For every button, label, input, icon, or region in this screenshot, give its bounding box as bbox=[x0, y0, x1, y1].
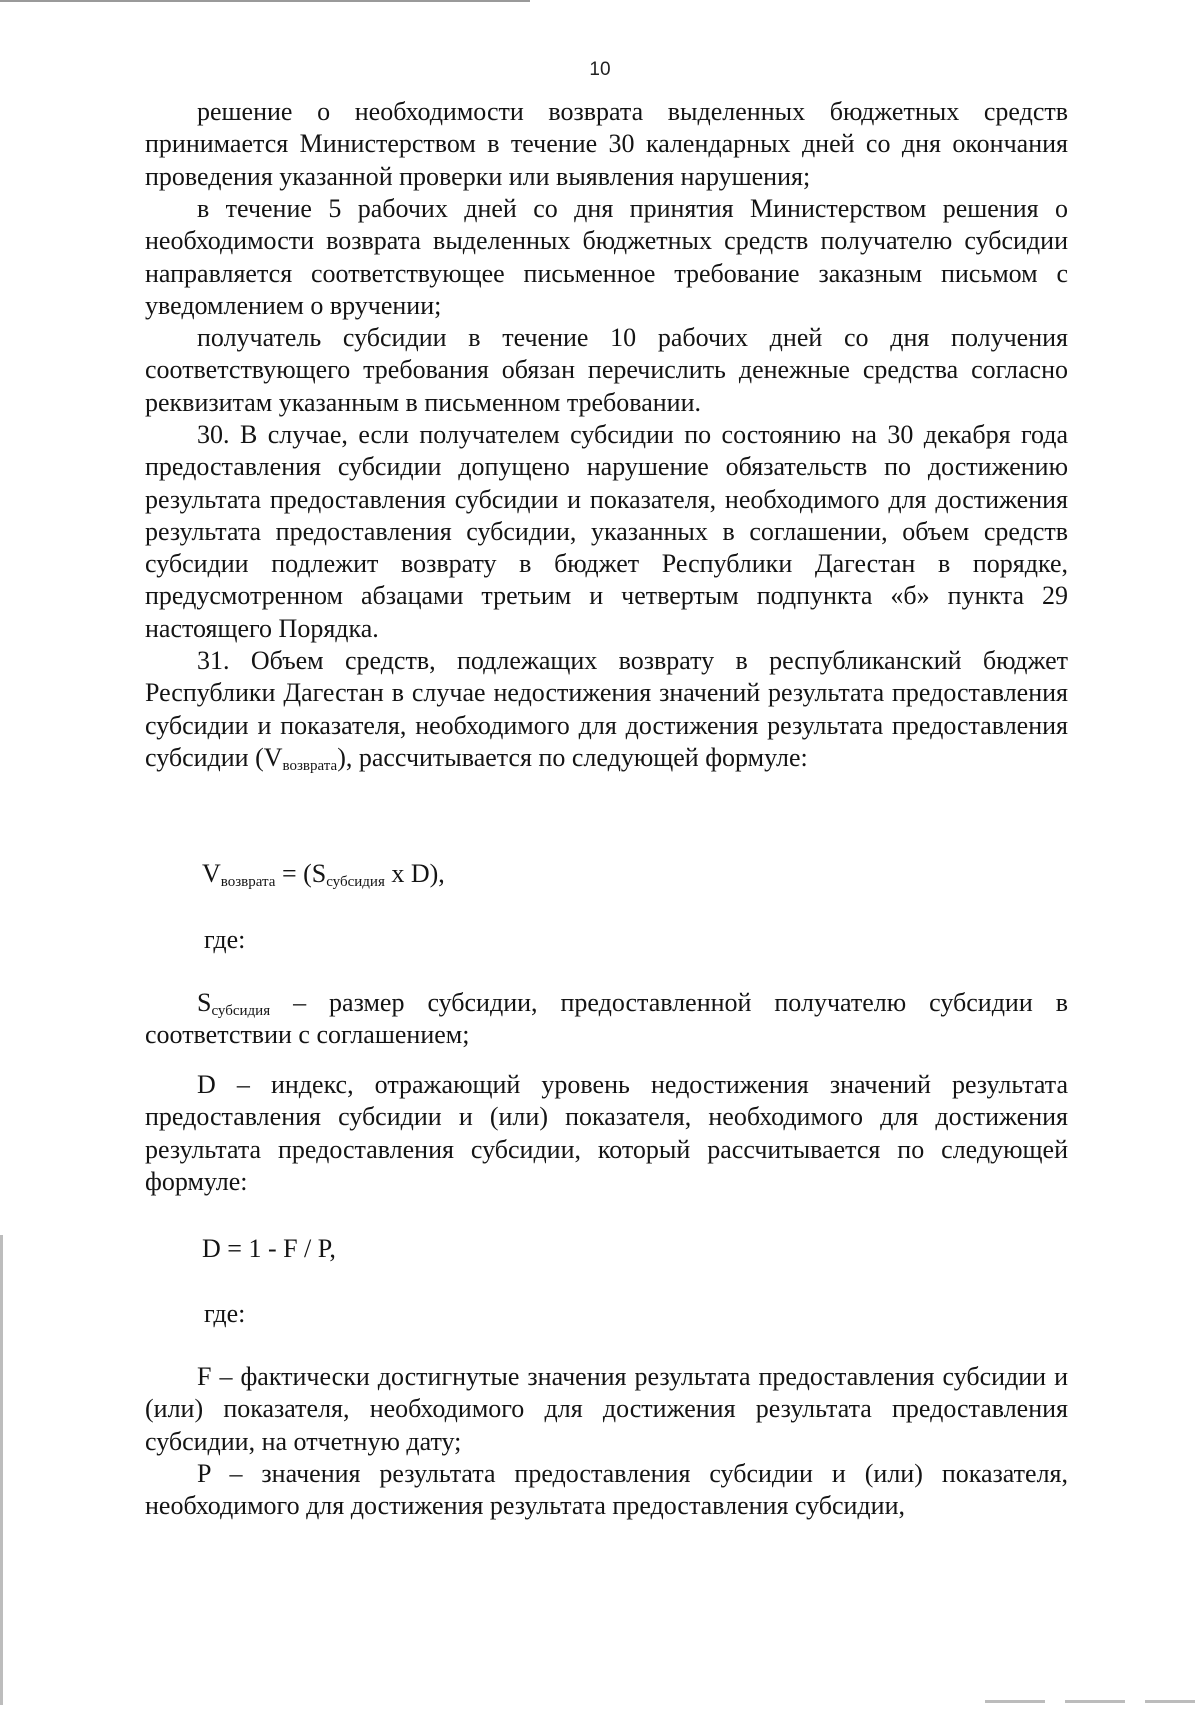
formula-return-volume bbox=[202, 858, 445, 890]
where-label-1: где: bbox=[204, 925, 246, 954]
paragraph-notification: в течение 5 рабочих дней со дня принятия Министерством решения о необходимости возврата выделенных бюджетных средств получателю субсидии направляется соответствующее письменное требование заказным письмом с уведомлением о вручении; bbox=[145, 194, 1068, 320]
paragraph-item-30: 30. В случае, если получателем субсидии по состоянию на 30 декабря года предоставления субсидии допущено нарушение обязательств по достижению результата предоставления субсидии и показателя, необходимого для достижения результата предоставления субсидии, указанных в соглашении, объем средств субсидии подлежит возврату в бюджет Республики Дагестан в порядке, предусмотренном абзацами третьим и четвертым подпункта «б» пункта 29 настоящего Порядка. bbox=[145, 420, 1068, 643]
item-31-subscript: возврата bbox=[282, 757, 338, 774]
where-label-2: где: bbox=[204, 1299, 246, 1328]
formula-s-subscript: субсидия bbox=[326, 874, 385, 890]
paragraph-s-definition bbox=[145, 987, 1068, 1052]
s-definition-subscript: субсидия bbox=[211, 1003, 271, 1019]
paragraph-f-definition: F – фактически достигнутые значения результата предоставления субсидии и (или) показателя, необходимого для достижения результата предоставления субсидии, на отчетную дату; bbox=[145, 1362, 1068, 1456]
s-definition-letter: S bbox=[197, 988, 212, 1017]
page-number: 10 bbox=[589, 59, 611, 80]
formula-v-subscript: возврата bbox=[220, 874, 276, 890]
formula-index-d: D = 1 - F / P, bbox=[202, 1234, 336, 1263]
scan-edge-left bbox=[0, 1235, 3, 1705]
paragraph-item-31 bbox=[145, 645, 1068, 774]
scan-edge-top bbox=[0, 0, 530, 2]
item-31-text: 31. Объем средств, подлежащих возврату в республиканский бюджет Республики Дагестан в случае недостижения значений результата предоставления субсидии и показателя, необходимого для достижения результата предоставления субсидии (V bbox=[145, 646, 1068, 772]
formula-v: V bbox=[202, 859, 221, 888]
paragraph-p-definition: P – значения результата предоставления субсидии и (или) показателя, необходимого для достижения результата предоставления субсидии, bbox=[145, 1459, 1068, 1521]
formula-eq: = (S bbox=[275, 859, 327, 888]
paragraph-transfer-obligation: получатель субсидии в течение 10 рабочих дней со дня получения соответствующего требования обязан перечислить денежные средства согласно реквизитам указанным в письменном требовании. bbox=[145, 323, 1068, 417]
paragraph-return-decision: решение о необходимости возврата выделенных бюджетных средств принимается Министерством в течение 30 календарных дней со дня окончания проведения указанной проверки или выявления нарушения; bbox=[145, 97, 1068, 191]
scan-edge-bottom bbox=[985, 1700, 1195, 1703]
paragraph-d-definition: D – индекс, отражающий уровень недостижения значений результата предоставления субсидии и (или) показателя, необходимого для достижения результата предоставления субсидии, который рассчитывается по следующей формуле: bbox=[145, 1070, 1068, 1196]
formula-tail: x D), bbox=[384, 859, 445, 888]
s-definition-text: – размер субсидии, предоставленной получателю субсидии в соответствии с соглашением; bbox=[145, 988, 1068, 1050]
item-31-tail: ), рассчитывается по следующей формуле: bbox=[337, 742, 808, 772]
